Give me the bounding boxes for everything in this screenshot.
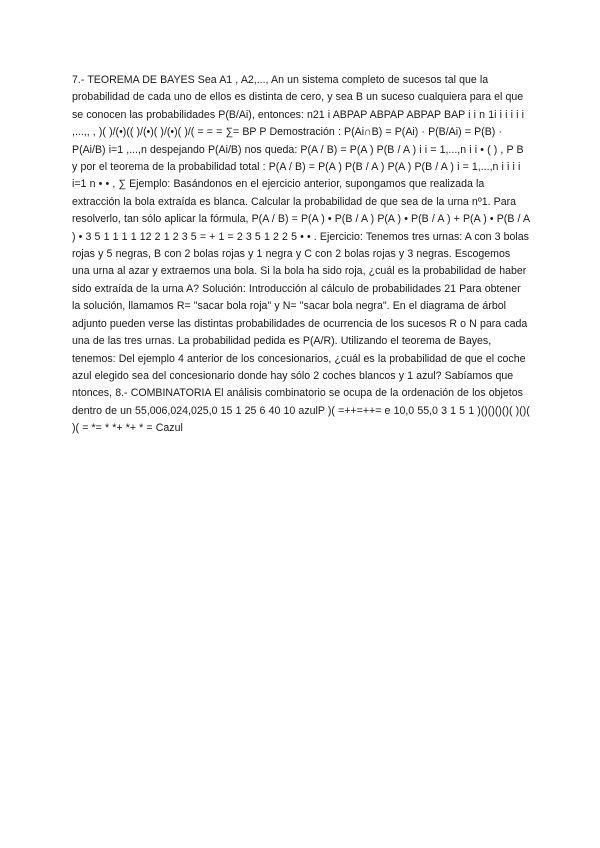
document-body-text: 7.- TEOREMA DE BAYES Sea A1 , A2,..., An un sistema completo de sucesos tal que la probabilidad de cada uno de ellos es distinta de cero, y sea B un suceso cualquiera para el que se conocen las probabilidades P(B/Ai), entonces: n21 i ABPAP ABPAP ABPAP BAP i i n 1i i i i i i ,...,, , )( )/(•)(( )/(•)( )/(•)( )/( = = = ∑= BP P Demostración : P(Ai∩B) = P(Ai) · P(B/Ai) = P(B) · P(Ai/B) i=1 ,...,n despejando P(Ai/B) nos queda: P(A / B) = P(A ) P(B / A ) i i = 1,...,n i i • ( ) , P B y por el teorema de la probabilidad total : P(A / B) = P(A ) P(B / A ) P(A ) P(B / A ) i = 1,...,n i i i i i=1 n • • , ∑ Ejemplo: Basándonos en el ejercicio anterior, supongamos que realizada la extracción la bola extraída es blanca. Calcular la probabilidad de que sea de la urna nº1. Para resolverlo, tan sólo aplicar la fórmula, P(A / B) = P(A ) • P(B / A ) P(A ) • P(B / A ) + P(A ) • P(B / A ) • 3 5 1 1 1 1 12 2 1 2 3 5 = + 1 = 2 3 5 1 2 2 5 • • . Ejercicio: Tenemos tres urnas: A con 3 bolas rojas y 5 negras, B con 2 bolas rojas y 1 negra y C con 2 bolas rojas y 3 negras. Escogemos una urna al azar y extraemos una bola. Si la bola ha sido roja, ¿cuál es la probabilidad de haber sido extraída de la urna A? Solución: Introducción al cálculo de probabilidades 21 Para obtener la solución, llamamos R= "sacar bola roja" y N= "sacar bola negra". En el diagrama de árbol adjunto pueden verse las distintas probabilidades de ocurrencia de los sucesos R o N para cada una de las tres urnas. La probabilidad pedida es P(A/R). Utilizando el teorema de Bayes, tenemos: Del ejemplo 4 anterior de los concesionarios, ¿cuál es la probabilidad de que el coche azul elegido sea del concesionario donde hay sólo 2 coches blancos y 1 azul? Sabíamos que ntonces, 8.- COMBINATORIA El análisis combinatorio se ocupa de la ordenación de los objetos dentro de un 55,006,024,025,0 15 1 25 6 40 10 azulP )( =++=++= e 10,0 55,0 3 1 5 1 )()()()()( )()( )( = *= * *+ *+ * = Cazul (72, 74, 530, 435)
